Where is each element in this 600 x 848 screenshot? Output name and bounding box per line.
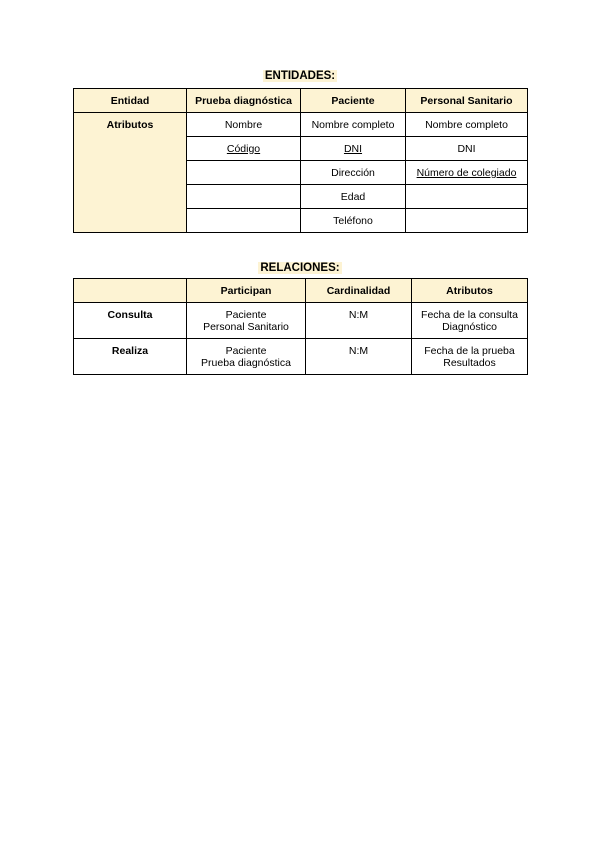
table-cell [187,185,301,209]
table-cell: DNI [406,137,528,161]
participant: Paciente [225,345,267,357]
attribute: Fecha de la prueba [424,345,515,357]
header-cell: Participan [187,279,306,303]
header-cell: Atributos [412,279,528,303]
attribute: Resultados [443,357,496,369]
participant: Personal Sanitario [203,321,289,333]
participants-cell [187,303,306,339]
key-attribute-cell: DNI [301,137,406,161]
table-row [74,339,528,375]
table-cell: Dirección [301,161,406,185]
table-row [74,303,528,339]
cardinality-cell: N:M [306,303,412,339]
participant: Paciente [225,309,267,321]
table-cell [187,209,301,233]
table-cell [406,209,528,233]
table-row [74,113,528,137]
table-cell: Nombre completo [406,113,528,137]
table-cell: Teléfono [301,209,406,233]
participants-cell [187,339,306,375]
table-cell [406,185,528,209]
attribute: Diagnóstico [442,321,497,333]
key-attribute-cell: Número de colegiado [406,161,528,185]
participant: Prueba diagnóstica [201,357,291,369]
entities-title: ENTIDADES: [264,70,336,82]
row-label-atributos: Atributos [74,113,187,233]
relations-title: RELACIONES: [260,262,340,274]
attributes-cell [412,303,528,339]
table-header-row [74,89,528,113]
table-cell: Nombre completo [301,113,406,137]
table-cell: Nombre [187,113,301,137]
relation-name: Realiza [74,339,187,375]
header-cell: Prueba diagnóstica [187,89,301,113]
table-header-row [74,279,528,303]
header-cell [74,279,187,303]
header-cell: Personal Sanitario [406,89,528,113]
relations-table [73,278,528,375]
header-cell: Paciente [301,89,406,113]
header-cell: Entidad [74,89,187,113]
cardinality-cell: N:M [306,339,412,375]
table-cell: Edad [301,185,406,209]
relation-name: Consulta [74,303,187,339]
header-cell: Cardinalidad [306,279,412,303]
table-cell [187,161,301,185]
entities-table [73,88,528,233]
key-attribute-cell: Código [187,137,301,161]
attributes-cell [412,339,528,375]
attribute: Fecha de la consulta [421,309,518,321]
